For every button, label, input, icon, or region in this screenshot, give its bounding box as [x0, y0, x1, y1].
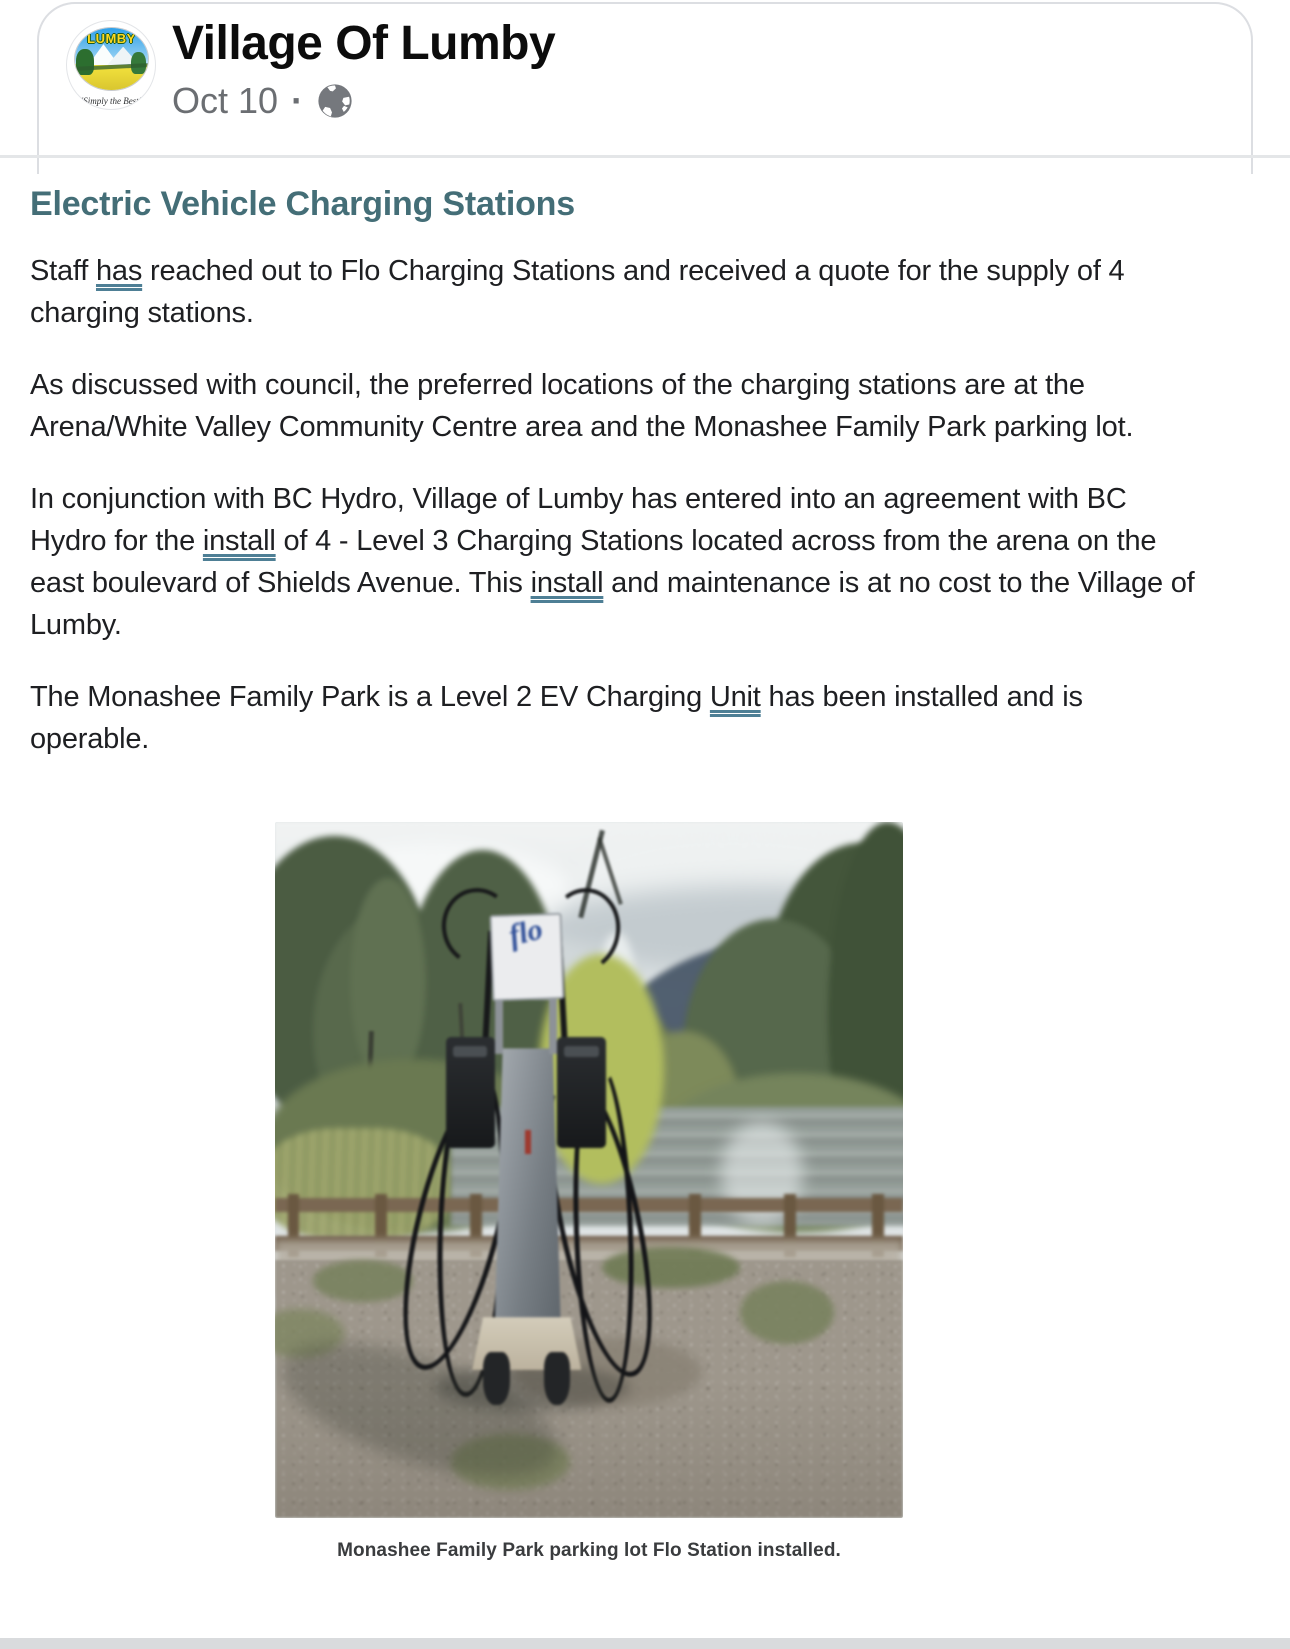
article-paragraphs	[30, 250, 1195, 760]
cable-holster	[483, 1352, 509, 1405]
grass-patch	[740, 1281, 834, 1344]
paragraph: As discussed with council, the preferred locations of the charging stations are at the Arena/White Valley Community Centre area and the Monashee Family Park parking lot.	[30, 369, 1134, 443]
underlined-word: has	[95, 255, 143, 287]
base-shadow	[435, 1364, 631, 1411]
article-heading: Electric Vehicle Charging Stations	[30, 185, 575, 223]
flo-logo-text: flo	[505, 912, 547, 953]
meta-separator: ·	[291, 80, 304, 121]
charger-screen	[453, 1046, 487, 1057]
logo-tree	[76, 49, 94, 75]
post-body	[0, 158, 1290, 1562]
paragraph: Staff has reached out to Flo Charging Stations and received a quote for the supply of 4 charging stations.	[30, 255, 1125, 329]
photo-scene	[275, 822, 903, 1518]
post-header	[172, 16, 555, 122]
underlined-word: Unit	[709, 681, 761, 713]
post-date[interactable]: Oct 10	[172, 80, 279, 121]
logo-name: LUMBY	[87, 31, 136, 46]
charger-unit-right	[557, 1037, 606, 1148]
photo-caption: Monashee Family Park parking lot Flo Station installed.	[337, 1540, 841, 1561]
tree-blob	[350, 878, 425, 1087]
station-pillar	[495, 1048, 561, 1323]
charging-station	[438, 885, 626, 1470]
red-sticker	[525, 1130, 531, 1153]
underlined-word: install	[202, 525, 276, 557]
flo-sign	[490, 913, 565, 1001]
avatar[interactable]	[66, 20, 156, 110]
station-frame	[495, 996, 557, 1054]
post-meta[interactable]	[172, 80, 555, 122]
charger-unit-left	[446, 1037, 495, 1148]
grass-patch	[313, 1260, 413, 1302]
globe-public-icon	[316, 82, 354, 120]
underlined-word: install	[530, 567, 604, 599]
cable-holster	[544, 1352, 570, 1405]
station-photo[interactable]	[275, 822, 903, 1518]
bottom-bar	[0, 1638, 1290, 1649]
logo-motto: "Simply the Best"	[79, 96, 143, 106]
paragraph: In conjunction with BC Hydro, Village of Lumby has entered into an agreement with BC Hydro for the install of 4 - Level 3 Charging Stations located across from the arena on the east boulevard of Shields Avenue. This install and maintenance is at no cost to the Village of Lumby.	[30, 483, 1195, 641]
charger-screen	[564, 1046, 598, 1057]
lumby-logo	[74, 27, 149, 91]
paragraph: The Monashee Family Park is a Level 2 EV Charging Unit has been installed and is operable.	[30, 681, 1083, 755]
author-name[interactable]: Village Of Lumby	[172, 17, 556, 70]
